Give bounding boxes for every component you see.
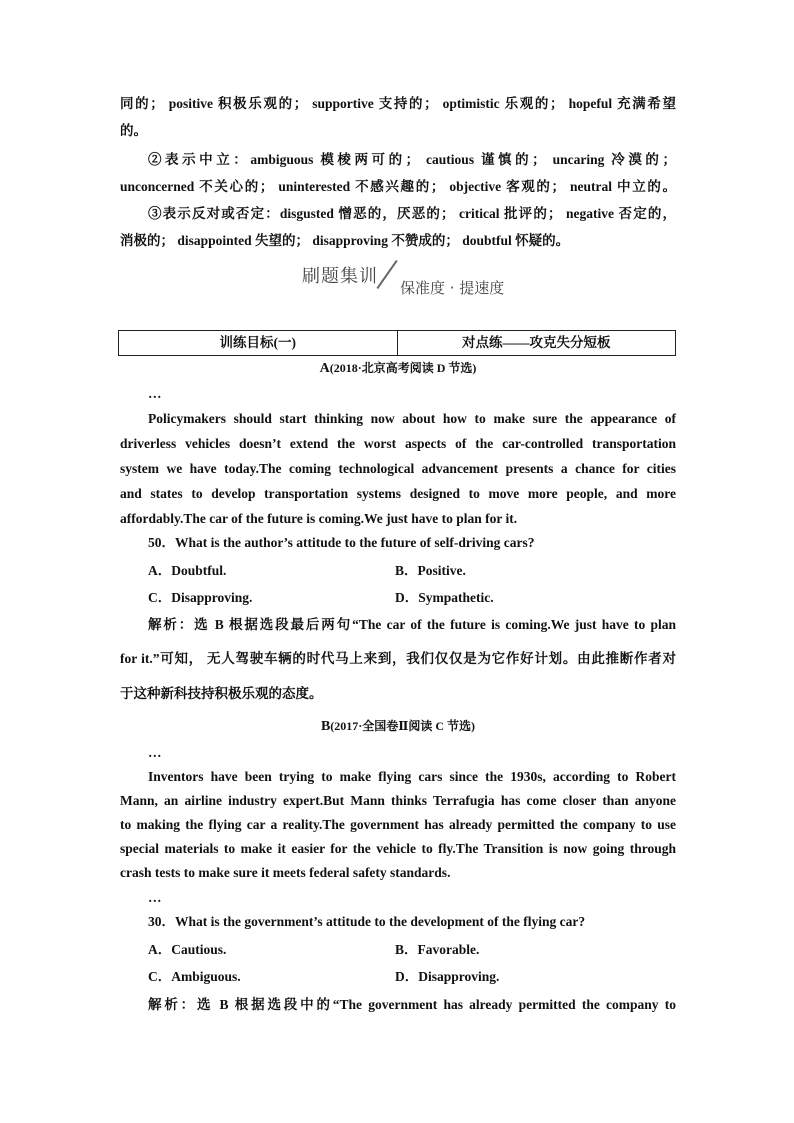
section-a-para-line-5: affordably.The car of the future is coming.We just have to plan for it. [120,511,518,526]
section-b-para-line-5: crash tests to make sure it meets federal safety standards. [120,865,451,880]
section-a-para-line-2: driverless vehicles doesn’t extend the worst aspects of the car-controlled transportation [120,436,676,451]
section-b-para-line-1: Inventors have been trying to make flying cars since the 1930s, according to Robert [148,769,676,784]
table-cell-goal: 训练目标(一) [219,335,296,350]
question-50: 50．What is the author’s attitude to the future of self-driving cars? [148,535,535,550]
question-30-option-b: B．Favorable. [395,942,480,957]
section-b-letter: B [320,719,331,734]
answer-50-line-3: 于这种新科技持积极乐观的态度。 [120,686,323,701]
section-a-para-line-1: Policymakers should start thinking now about how to make sure the appearance of [148,411,676,426]
banner-subtitle: 保准度 · 提速度 [400,279,505,297]
question-30-option-a: A．Cautious. [148,942,227,957]
section-a-letter: A [319,361,330,376]
banner-divider [376,260,397,289]
question-50-option-b: B．Positive. [395,563,466,578]
section-b-ellipsis-2: … [148,890,162,905]
section-a-para-line-3: system we have today.The coming technological advancement presents a chance for cities [120,461,676,476]
section-a-para-line-4: and states to develop transportation systems designed to move more people, and more [120,486,676,501]
question-50-option-c: C．Disapproving. [148,590,253,605]
section-a-ellipsis: … [148,386,162,401]
section-banner [300,260,540,300]
question-30-option-d: D．Disapproving. [395,969,500,984]
question-50-option-d: D．Sympathetic. [395,590,494,605]
section-b-para-line-3: to making the flying car a reality.The government has already permitted the company to use [120,817,676,832]
intro-line-2: 的。 [120,123,147,138]
answer-50-line-1: 解析：选 B 根据选段最后两句“The car of the future is coming.We just have to plan [148,617,676,632]
question-50-option-a: A．Doubtful. [148,563,227,578]
section-b-source: (2017·全国卷Ⅱ阅读 C 节选) [330,719,476,733]
intro-line-4: unconcerned 不关心的； uninterested 不感兴趣的； objective 客观的； neutral 中立的。 [120,179,676,194]
section-b-ellipsis-1: … [148,745,162,760]
intro-line-3: ②表示中立：ambiguous 模棱两可的； cautious 谨慎的； uncaring 冷漠的； [148,152,676,167]
intro-line-5: ③表示反对或否定：disgusted 憎恶的，厌恶的； critical 批评的； negative 否定的， [148,206,676,221]
question-30-option-c: C．Ambiguous. [148,969,241,984]
answer-50-line-2: for it.”可知， 无人驾驶车辆的时代马上来到，我们仅仅是为它作好计划。由此推断作者对 [120,651,676,666]
training-goal-table [118,330,676,356]
question-30: 30．What is the government’s attitude to the development of the flying car? [148,914,586,929]
section-a-source: (2018·北京高考阅读 D 节选) [329,361,477,375]
answer-30-line-1: 解析：选 B 根据选段中的“The government has already permitted the company to [148,997,676,1012]
section-b-heading [120,717,676,736]
intro-line-1: 同的； positive 积极乐观的； supportive 支持的； optimistic 乐观的； hopeful 充满希望 [120,96,676,111]
section-b-para-line-2: Mann, an airline industry expert.But Mann thinks Terrafugia has come closer than anyone [120,793,676,808]
banner-title: 刷题集训 [302,266,378,287]
section-a-heading [120,359,676,378]
table-cell-practice: 对点练——攻克失分短板 [397,331,676,355]
section-b-para-line-4: special materials to make it easier for the vehicle to fly.The Transition is now going through [120,841,676,856]
intro-line-6: 消极的； disappointed 失望的； disapproving 不赞成的； doubtful 怀疑的。 [120,233,570,248]
